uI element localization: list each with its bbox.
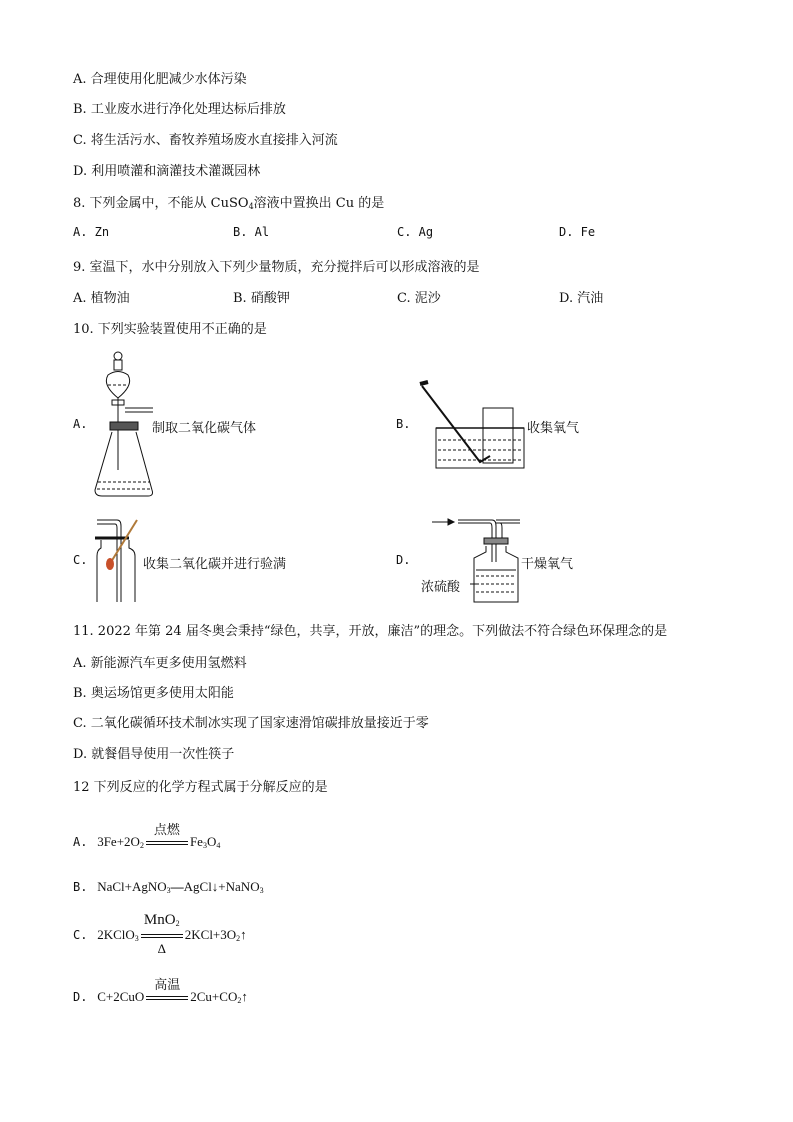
sub: 2 (175, 919, 180, 929)
q10-a-letter: A. (73, 417, 88, 431)
q10-c-letter: C. (73, 553, 88, 567)
q10-d-letter: D. (396, 553, 411, 567)
condition: 点燃 (153, 822, 180, 838)
q9-option-d: D. 汽油 (559, 291, 604, 306)
water-collection-diagram (418, 378, 530, 473)
sub: 3 (134, 934, 139, 943)
q12-option-c (73, 912, 247, 957)
q8-option-d: D. Fe (559, 225, 596, 239)
reactants: 3Fe+2O (97, 834, 140, 849)
reactants: C+2CuO (97, 989, 145, 1004)
q12-option-d (73, 977, 248, 1005)
sub: 2 (139, 841, 144, 850)
sub: 3 (202, 841, 207, 850)
q8-stem-text: 8. 下列金属中，不能从 CuSO (73, 196, 249, 211)
products: 2Cu+CO (190, 989, 238, 1004)
products: 2KCl+3O (184, 927, 237, 942)
q11-option-a: A. 新能源汽车更多使用氢燃料 (73, 656, 247, 671)
sub: 2 (237, 996, 242, 1005)
q12-stem: 12 下列反应的化学方程式属于分解反应的是 (73, 780, 328, 795)
q8-stem-text2: 溶液中置换出 Cu 的是 (253, 196, 385, 211)
sub: 3 (166, 886, 171, 895)
condition: 高温 (154, 977, 181, 993)
equals: — (170, 879, 184, 894)
q10-a-text: 制取二氧化碳气体 (152, 421, 257, 436)
q10-stem: 10. 下列实验装置使用不正确的是 (73, 322, 267, 337)
letter: A. (73, 835, 88, 849)
reactants: NaCl+AgNO (97, 879, 167, 894)
q10-d-text: 干燥氧气 (521, 557, 574, 572)
q11-option-b: B. 奥运场馆更多使用太阳能 (73, 686, 234, 701)
gas-arrow: ↑ (240, 927, 247, 942)
q12-option-a (73, 822, 221, 850)
sub: 3 (259, 886, 264, 895)
condition-equals (146, 977, 188, 1005)
condition-equals (141, 912, 183, 957)
q7-option-d: D. 利用喷灌和滴灌技术灌溉园林 (73, 164, 261, 179)
sub: 4 (216, 841, 221, 850)
q8-stem (73, 192, 384, 211)
q10-b-letter: B. (396, 417, 411, 431)
acid-label: 浓硫酸 (421, 580, 461, 595)
letter: D. (73, 990, 88, 1004)
q9-option-c: C. 泥沙 (397, 291, 441, 306)
gas-arrow: ↑ (241, 989, 248, 1004)
q8-stem-sub: 4 (248, 202, 254, 211)
q9-stem: 9. 室温下，水中分别放入下列少量物质，充分搅拌后可以形成溶液的是 (73, 260, 480, 275)
q12-option-b (73, 879, 264, 895)
letter: B. (73, 880, 88, 894)
q7-option-b: B. 工业废水进行净化处理达标后排放 (73, 102, 286, 117)
q9-option-a: A. 植物油 (73, 291, 130, 306)
products: AgCl↓+NaNO (183, 879, 260, 894)
gas-bottle-diagram (93, 516, 143, 602)
q10-c-text: 收集二氧化碳并进行验满 (143, 557, 287, 572)
heat-symbol: Δ (157, 941, 166, 957)
sub: 2 (236, 934, 241, 943)
q7-option-c: C. 将生活污水、畜牧养殖场废水直接排入河流 (73, 133, 338, 148)
condition-equals (146, 822, 188, 850)
q8-option-b: B. Al (233, 225, 270, 239)
product: O (206, 834, 217, 849)
q11-stem: 11. 2022 年第 24 届冬奥会秉持“绿色，共享，开放，廉洁”的理念。下列做法不符合绿色环保理念的是 (73, 624, 668, 639)
q11-option-d: D. 就餐倡导使用一次性筷子 (73, 747, 235, 762)
q8-option-a: A. Zn (73, 225, 110, 239)
q10-b-text: 收集氧气 (527, 421, 580, 436)
letter: C. (73, 928, 88, 942)
reactants: 2KClO (97, 927, 135, 942)
q11-option-c: C. 二氧化碳循环技术制冰实现了国家速滑馆碳排放量接近于零 (73, 716, 429, 731)
q8-option-c: C. Ag (397, 225, 434, 239)
q7-option-a: A. 合理使用化肥减少水体污染 (73, 72, 247, 87)
product: Fe (189, 834, 203, 849)
q9-option-b: B. 硝酸钾 (233, 291, 290, 306)
catalyst: MnO (143, 912, 176, 929)
